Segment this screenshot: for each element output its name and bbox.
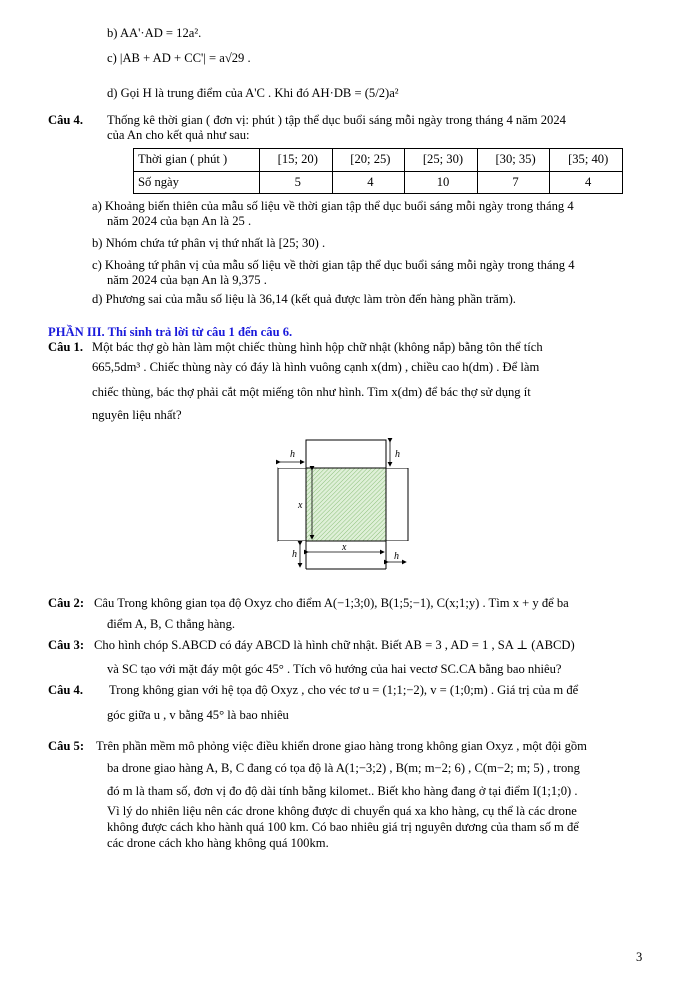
- label-h-bottom-left: h: [292, 549, 297, 560]
- q4-part-b: b) Nhóm chứa tứ phân vị thứ nhất là [25; 30) .: [92, 236, 326, 250]
- table-cell: 5: [260, 171, 333, 194]
- c5-line4: Vì lý do nhiên liệu nên các drone không được di chuyển quá xa kho hàng, cụ thể là các drone: [107, 804, 577, 818]
- c3-line1: Cho hình chóp S.ABCD có đáy ABCD là hình chữ nhật. Biết AB = 3 , AD = 1 , SA ⊥ (ABCD): [94, 638, 575, 652]
- c4-line2: góc giữa u , v bằng 45° là bao nhiêu: [107, 708, 289, 722]
- c2-line2: điểm A, B, C thẳng hàng.: [107, 617, 236, 631]
- part-b-text: b) AA'·AD = 12a².: [107, 26, 202, 40]
- c5-line6: các drone cách kho hàng không quá 100km.: [107, 836, 329, 850]
- c1-line2: 665,5dm³ . Chiếc thùng này có đáy là hình vuông cạnh x(dm) , chiều cao h(dm) . Để làm: [92, 360, 540, 374]
- c1-line4: nguyên liệu nhất?: [92, 408, 182, 422]
- q4-intro-line2: của An cho kết quả như sau:: [107, 128, 250, 142]
- q4-part-d: d) Phương sai của mẫu số liệu là 36,14 (kết quả được làm tròn đến hàng phần trăm).: [92, 292, 516, 306]
- table-cell: 4: [332, 171, 405, 194]
- label-h-top-right: h: [395, 449, 400, 460]
- net-base-square: [306, 468, 386, 541]
- table-cell: [20; 25): [332, 149, 405, 172]
- table-cell: 4: [550, 171, 623, 194]
- c5-line3: đó m là tham số, đơn vị đo độ dài tính bằng kilomet.. Biết kho hàng đang ở tại điểm I(1;1;0) .: [107, 784, 578, 798]
- part-d-text: d) Gọi H là trung điểm của A'C . Khi đó AH·DB = (5/2)a²: [107, 86, 399, 100]
- page-number: 3: [636, 950, 643, 964]
- question-4-label: Câu 4.: [48, 113, 83, 127]
- c2-line1: Câu Trong không gian tọa độ Oxyz cho điểm A(−1;3;0), B(1;5;−1), C(x;1;y) . Tìm x + y để ba: [94, 596, 569, 610]
- c1-line3: chiếc thùng, bác thợ phải cắt một miếng tôn như hình. Tìm x(dm) để bác thợ sử dụng ít: [92, 385, 531, 399]
- table-cell: [35; 40): [550, 149, 623, 172]
- frequency-table: [133, 148, 623, 194]
- q4-part-a-line1: a) Khoảng biến thiên của mẫu số liệu về thời gian tập thể dục buổi sáng mỗi ngày trong tháng 4: [92, 199, 574, 213]
- part3-heading: PHẦN III. Thí sinh trả lời từ câu 1 đến câu 6.: [48, 325, 293, 339]
- c5-label: Câu 5:: [48, 739, 85, 753]
- table-header-time: Thời gian ( phút ): [134, 149, 260, 172]
- q4-part-a-line2: năm 2024 của bạn An là 25 .: [107, 214, 252, 228]
- c3-line2: và SC tạo với mặt đáy một góc 45° . Tích vô hướng của hai vectơ SC.CA bằng bao nhiêu?: [107, 662, 562, 676]
- table-cell: [30; 35): [477, 149, 550, 172]
- c1-label: Câu 1.: [48, 340, 83, 354]
- c1-line1: Một bác thợ gò hàn làm một chiếc thùng hình hộp chữ nhật (không nắp) bằng tôn thể tích: [92, 340, 543, 354]
- table-cell: [25; 30): [405, 149, 478, 172]
- q4-part-c-line1: c) Khoảng tứ phân vị của mẫu số liệu về thời gian tập thể dục buổi sáng mỗi ngày trong tháng 4: [92, 258, 575, 272]
- label-x-bottom: x: [342, 542, 347, 553]
- part-c-text: c) |AB + AD + CC'| = a√29 .: [107, 51, 251, 65]
- q4-part-c-line2: năm 2024 của bạn An là 9,375 .: [107, 273, 267, 287]
- table-cell: 7: [477, 171, 550, 194]
- table-cell: 10: [405, 171, 478, 194]
- q4-intro-line1: Thống kê thời gian ( đơn vị: phút ) tập thể dục buổi sáng mỗi ngày trong tháng 4 năm 2024: [107, 113, 566, 127]
- label-h-bottom-right: h: [394, 551, 399, 562]
- c3-label: Câu 3:: [48, 638, 85, 652]
- table-cell: [15; 20): [260, 149, 333, 172]
- c4-line1: Trong không gian với hệ tọa độ Oxyz , cho véc tơ u = (1;1;−2), v = (1;0;m) . Giá trị của m để: [109, 683, 579, 697]
- label-h-top-left: h: [290, 449, 295, 460]
- c4-label: Câu 4.: [48, 683, 83, 697]
- c5-line1: Trên phần mềm mô phỏng việc điều khiển drone giao hàng trong không gian Oxyz , một đội gồm: [96, 739, 587, 753]
- table-row: [134, 171, 623, 194]
- table-header-days: Số ngày: [134, 171, 260, 194]
- label-x-left: x: [298, 500, 303, 511]
- sheet-net-figure: [270, 438, 415, 573]
- c5-line5: không được cách kho hành quá 100 km. Có bao nhiêu giá trị nguyên dương của tham số m để: [107, 820, 579, 834]
- c2-label: Câu 2:: [48, 596, 85, 610]
- table-row: [134, 149, 623, 172]
- c5-line2: ba drone giao hàng A, B, C đang có tọa độ là A(1;−3;2) , B(m; m−2; 6) , C(m−2; m; 5) , trong: [107, 761, 580, 775]
